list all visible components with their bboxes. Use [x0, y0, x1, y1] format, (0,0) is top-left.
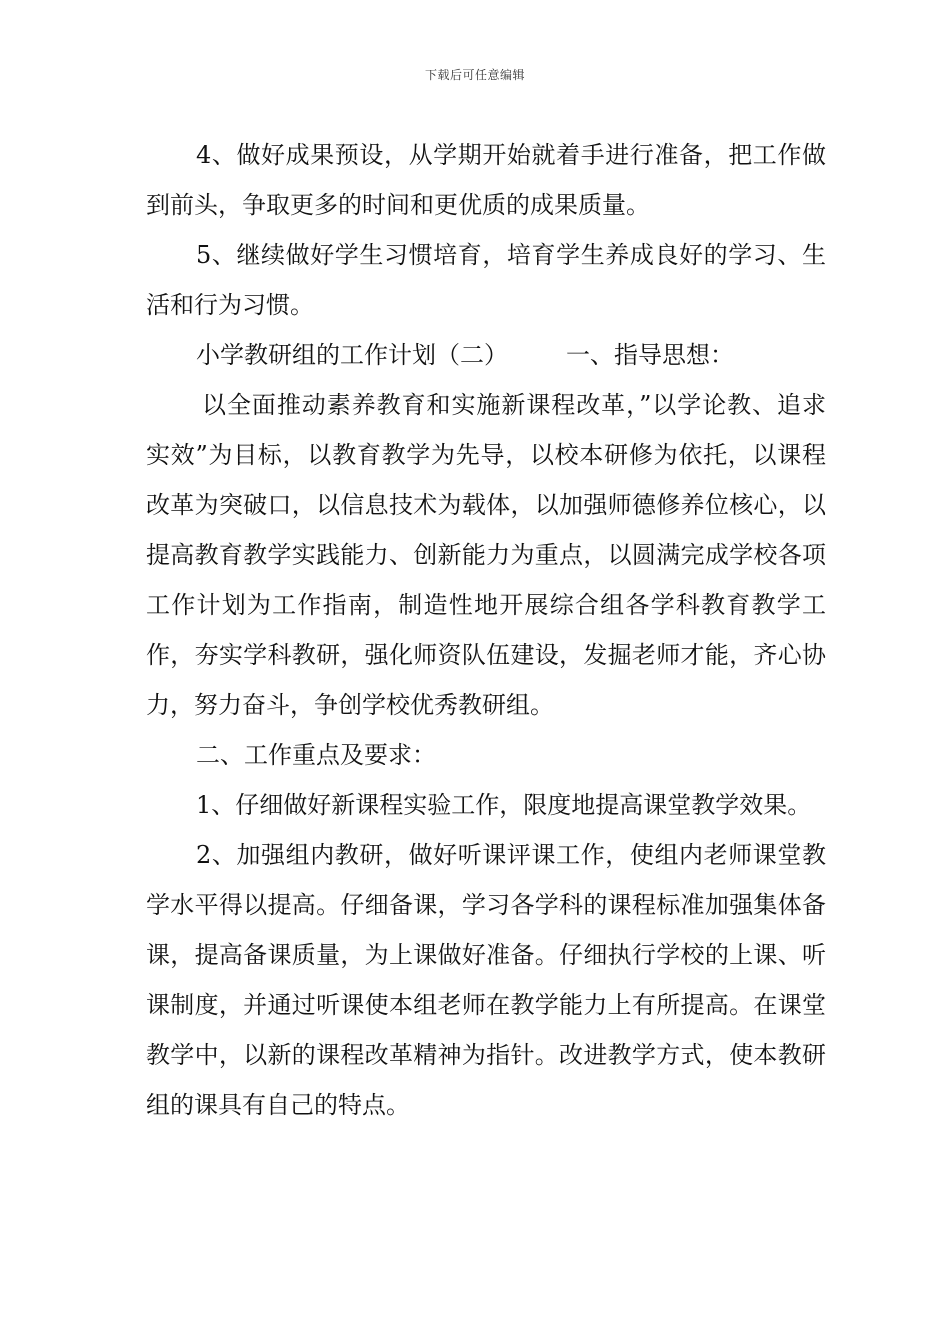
section-heading-line — [146, 330, 826, 380]
guiding-thought-paragraph: 以全面推动素养教育和实施新课程改革，”以学论教、追求实效”为目标，以教育教学为先导，以校本研修为依托，以课程改革为突破口，以信息技术为载体，以加强师德修养位核心，以提高教育教学实践能力、创新能力为重点，以圆满完成学校各项工作计划为工作指南，制造性地开展综合组各学科教育教学工作，夯实学科教研，强化师资队伍建设，发掘老师才能，齐心协力，努力奋斗，争创学校优秀教研组。 — [146, 391, 826, 719]
paragraph-item-4: 4、做好成果预设，从学期开始就着手进行准备，把工作做到前头，争取更多的时间和更优质的成果质量。 — [146, 141, 826, 219]
section-title: 小学教研组的工作计划（二） — [196, 341, 508, 369]
section-subhead: 一、指导思想： — [566, 341, 734, 369]
paragraph-item-5: 5、继续做好学生习惯培育，培育学生养成良好的学习、生活和行为习惯。 — [146, 241, 826, 319]
paragraph-item-2: 2、加强组内教研，做好听课评课工作，使组内老师课堂教学水平得以提高。仔细备课，学习各学科的课程标准加强集体备课，提高备课质量，为上课做好准备。仔细执行学校的上课、听课制度，并通过听课使本组老师在教学能力上有所提高。在课堂教学中，以新的课程改革精神为指针。改进教学方式，使本教研组的课具有自己的特点。 — [146, 841, 826, 1119]
work-focus-heading: 二、工作重点及要求： — [196, 741, 436, 769]
page-header: 下载后可任意编辑 — [424, 68, 525, 82]
paragraph-item-1: 1、仔细做好新课程实验工作，限度地提高课堂教学效果。 — [196, 791, 812, 819]
document-body — [146, 130, 826, 1130]
